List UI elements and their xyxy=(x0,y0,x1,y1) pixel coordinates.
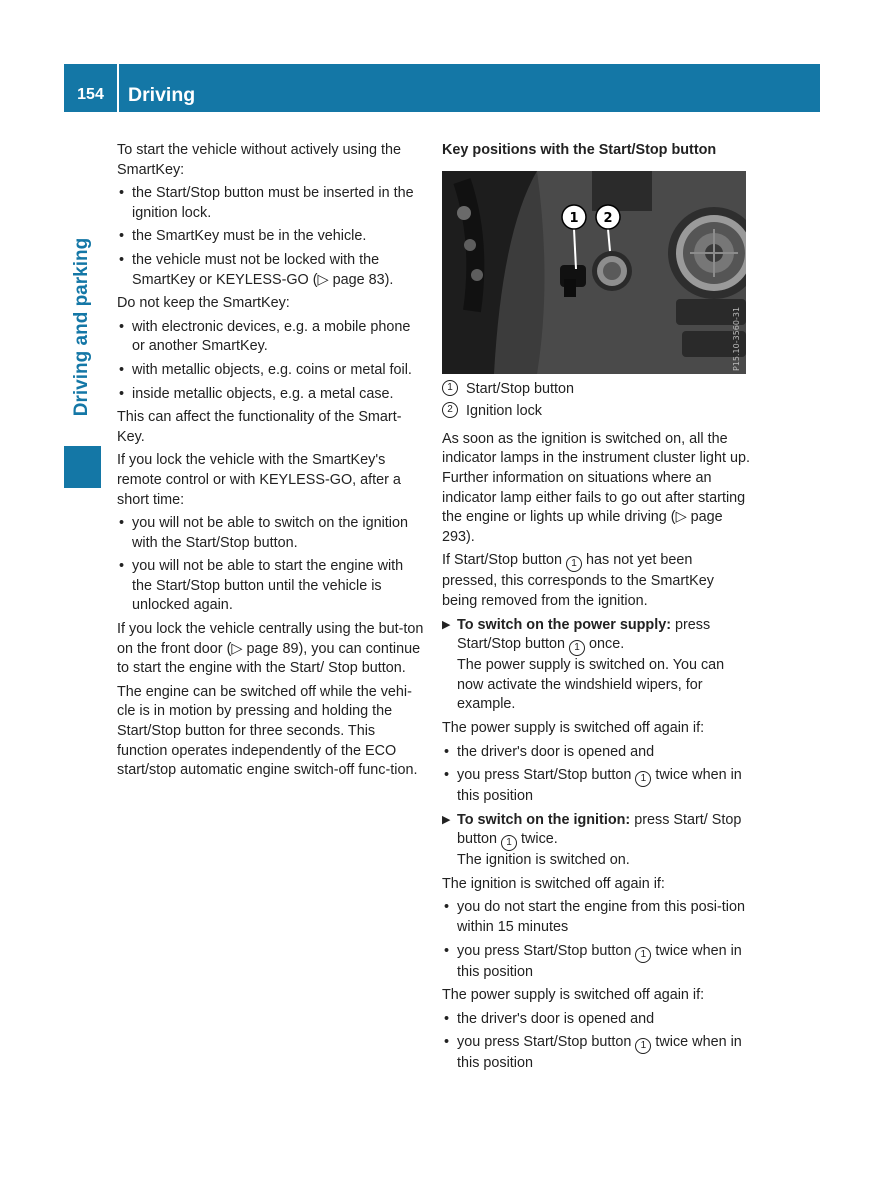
list-item: • the driver's door is opened and xyxy=(442,743,750,763)
list-item: • you press Start/Stop button 1 twice when in this position xyxy=(442,942,750,983)
callout-number: 1 xyxy=(635,771,651,787)
legend-item xyxy=(442,402,750,422)
list-item: • the Start/Stop button must be inserted in the ignition lock. xyxy=(117,184,425,223)
paragraph: If you lock the vehicle with the SmartKey's remote control or with KEYLESS-GO, after a short time: xyxy=(117,452,401,508)
list-item: • the driver's door is opened and xyxy=(442,1010,750,1030)
header-divider xyxy=(117,64,119,112)
bullet-list xyxy=(442,1010,750,1074)
list-item: • you press Start/Stop button 1 twice when in this position xyxy=(442,766,750,807)
left-column xyxy=(117,141,425,785)
callout-number: 1 xyxy=(569,640,585,656)
page-title: Driving xyxy=(128,84,196,106)
chapter-tab-marker xyxy=(64,446,101,488)
bullet-list xyxy=(442,743,750,807)
list-item: • inside metallic objects, e.g. a metal case. xyxy=(117,385,425,405)
paragraph: As soon as the ignition is switched on, all the indicator lamps in the instrument cluster light up. Further information on situations where an indicator lamp either fails to go out after starting the engine or lights up while driving (▷ page 293). xyxy=(442,430,750,545)
list-item: • you do not start the engine from this posi-tion within 15 minutes xyxy=(442,898,750,937)
step-arrow-icon: ▶ xyxy=(442,618,451,631)
legend-item xyxy=(442,380,750,400)
step-arrow-icon: ▶ xyxy=(442,813,451,826)
callout-2: 2 xyxy=(603,210,613,226)
list-item: • with metallic objects, e.g. coins or metal foil. xyxy=(117,361,425,381)
list-item: • the vehicle must not be locked with the SmartKey or KEYLESS-GO (▷ page 83). xyxy=(117,251,425,290)
paragraph: The power supply is switched off again if: xyxy=(442,987,705,1004)
ignition-photo xyxy=(442,171,746,374)
callout-number: 1 xyxy=(442,380,458,396)
callout-number: 1 xyxy=(501,835,517,851)
page-header xyxy=(64,64,820,112)
bullet-list xyxy=(117,184,425,290)
section-heading: Key positions with the Start/Stop button xyxy=(442,142,717,158)
chapter-tab-label: Driving and parking xyxy=(71,237,92,417)
list-item: • you will not be able to start the engine with the Start/Stop button until the vehicle is unlocked again. xyxy=(117,557,425,616)
instruction-step: ▶ To switch on the ignition: press Start/ Stop button 1 twice. The ignition is switched on. xyxy=(442,811,750,871)
step-label: To switch on the ignition: xyxy=(457,811,631,828)
list-item: • you will not be able to switch on the ignition with the Start/Stop button. xyxy=(117,514,425,553)
callout-number: 1 xyxy=(635,947,651,963)
paragraph: If you lock the vehicle centrally using the but-ton on the front door (▷ page 89), you can continue to start the engine with the Start/ Stop button. xyxy=(117,621,424,677)
bullet-list xyxy=(117,514,425,616)
legend-text: Ignition lock xyxy=(466,403,542,420)
paragraph: Do not keep the SmartKey: xyxy=(117,295,290,312)
callout-number: 1 xyxy=(635,1038,651,1054)
list-item: • the SmartKey must be in the vehicle. xyxy=(117,227,425,247)
photo-code: P15.10-3560-31 xyxy=(732,306,741,371)
bullet-list xyxy=(442,898,750,982)
step-result: The ignition is switched on. xyxy=(457,852,630,869)
paragraph: The engine can be switched off while the vehi-cle is in motion by pressing and holding the Start/Stop button for three seconds. This function operates independently of the ECO start/stop automatic engine switch-off func-tion. xyxy=(117,683,418,779)
chapter-tab xyxy=(64,112,101,488)
legend-text: Start/Stop button xyxy=(466,380,575,397)
paragraph: The ignition is switched off again if: xyxy=(442,875,665,892)
step-result: The power supply is switched on. You can now activate the windshield wipers, for example. xyxy=(457,657,725,713)
right-column xyxy=(442,141,750,1078)
page-number: 154 xyxy=(77,86,104,103)
bullet-list xyxy=(117,318,425,404)
callout-1: 1 xyxy=(569,210,579,226)
list-item: • with electronic devices, e.g. a mobile phone or another SmartKey. xyxy=(117,318,425,357)
paragraph: To start the vehicle without actively using the SmartKey: xyxy=(117,142,401,178)
instruction-step: ▶ To switch on the power supply: press Start/Stop button 1 once. The power supply is switched on. You can now activate the windshield wipers, for example. xyxy=(442,616,750,715)
list-item: • you press Start/Stop button 1 twice when in this position xyxy=(442,1033,750,1074)
callout-number: 2 xyxy=(442,402,458,418)
paragraph: The power supply is switched off again if: xyxy=(442,719,705,736)
paragraph: If Start/Stop button 1 has not yet been pressed, this corresponds to the SmartKey being removed from the ignition. xyxy=(442,552,714,609)
paragraph: This can affect the functionality of the Smart-Key. xyxy=(117,409,402,445)
callout-number: 1 xyxy=(566,556,582,572)
step-label: To switch on the power supply: xyxy=(457,616,671,633)
